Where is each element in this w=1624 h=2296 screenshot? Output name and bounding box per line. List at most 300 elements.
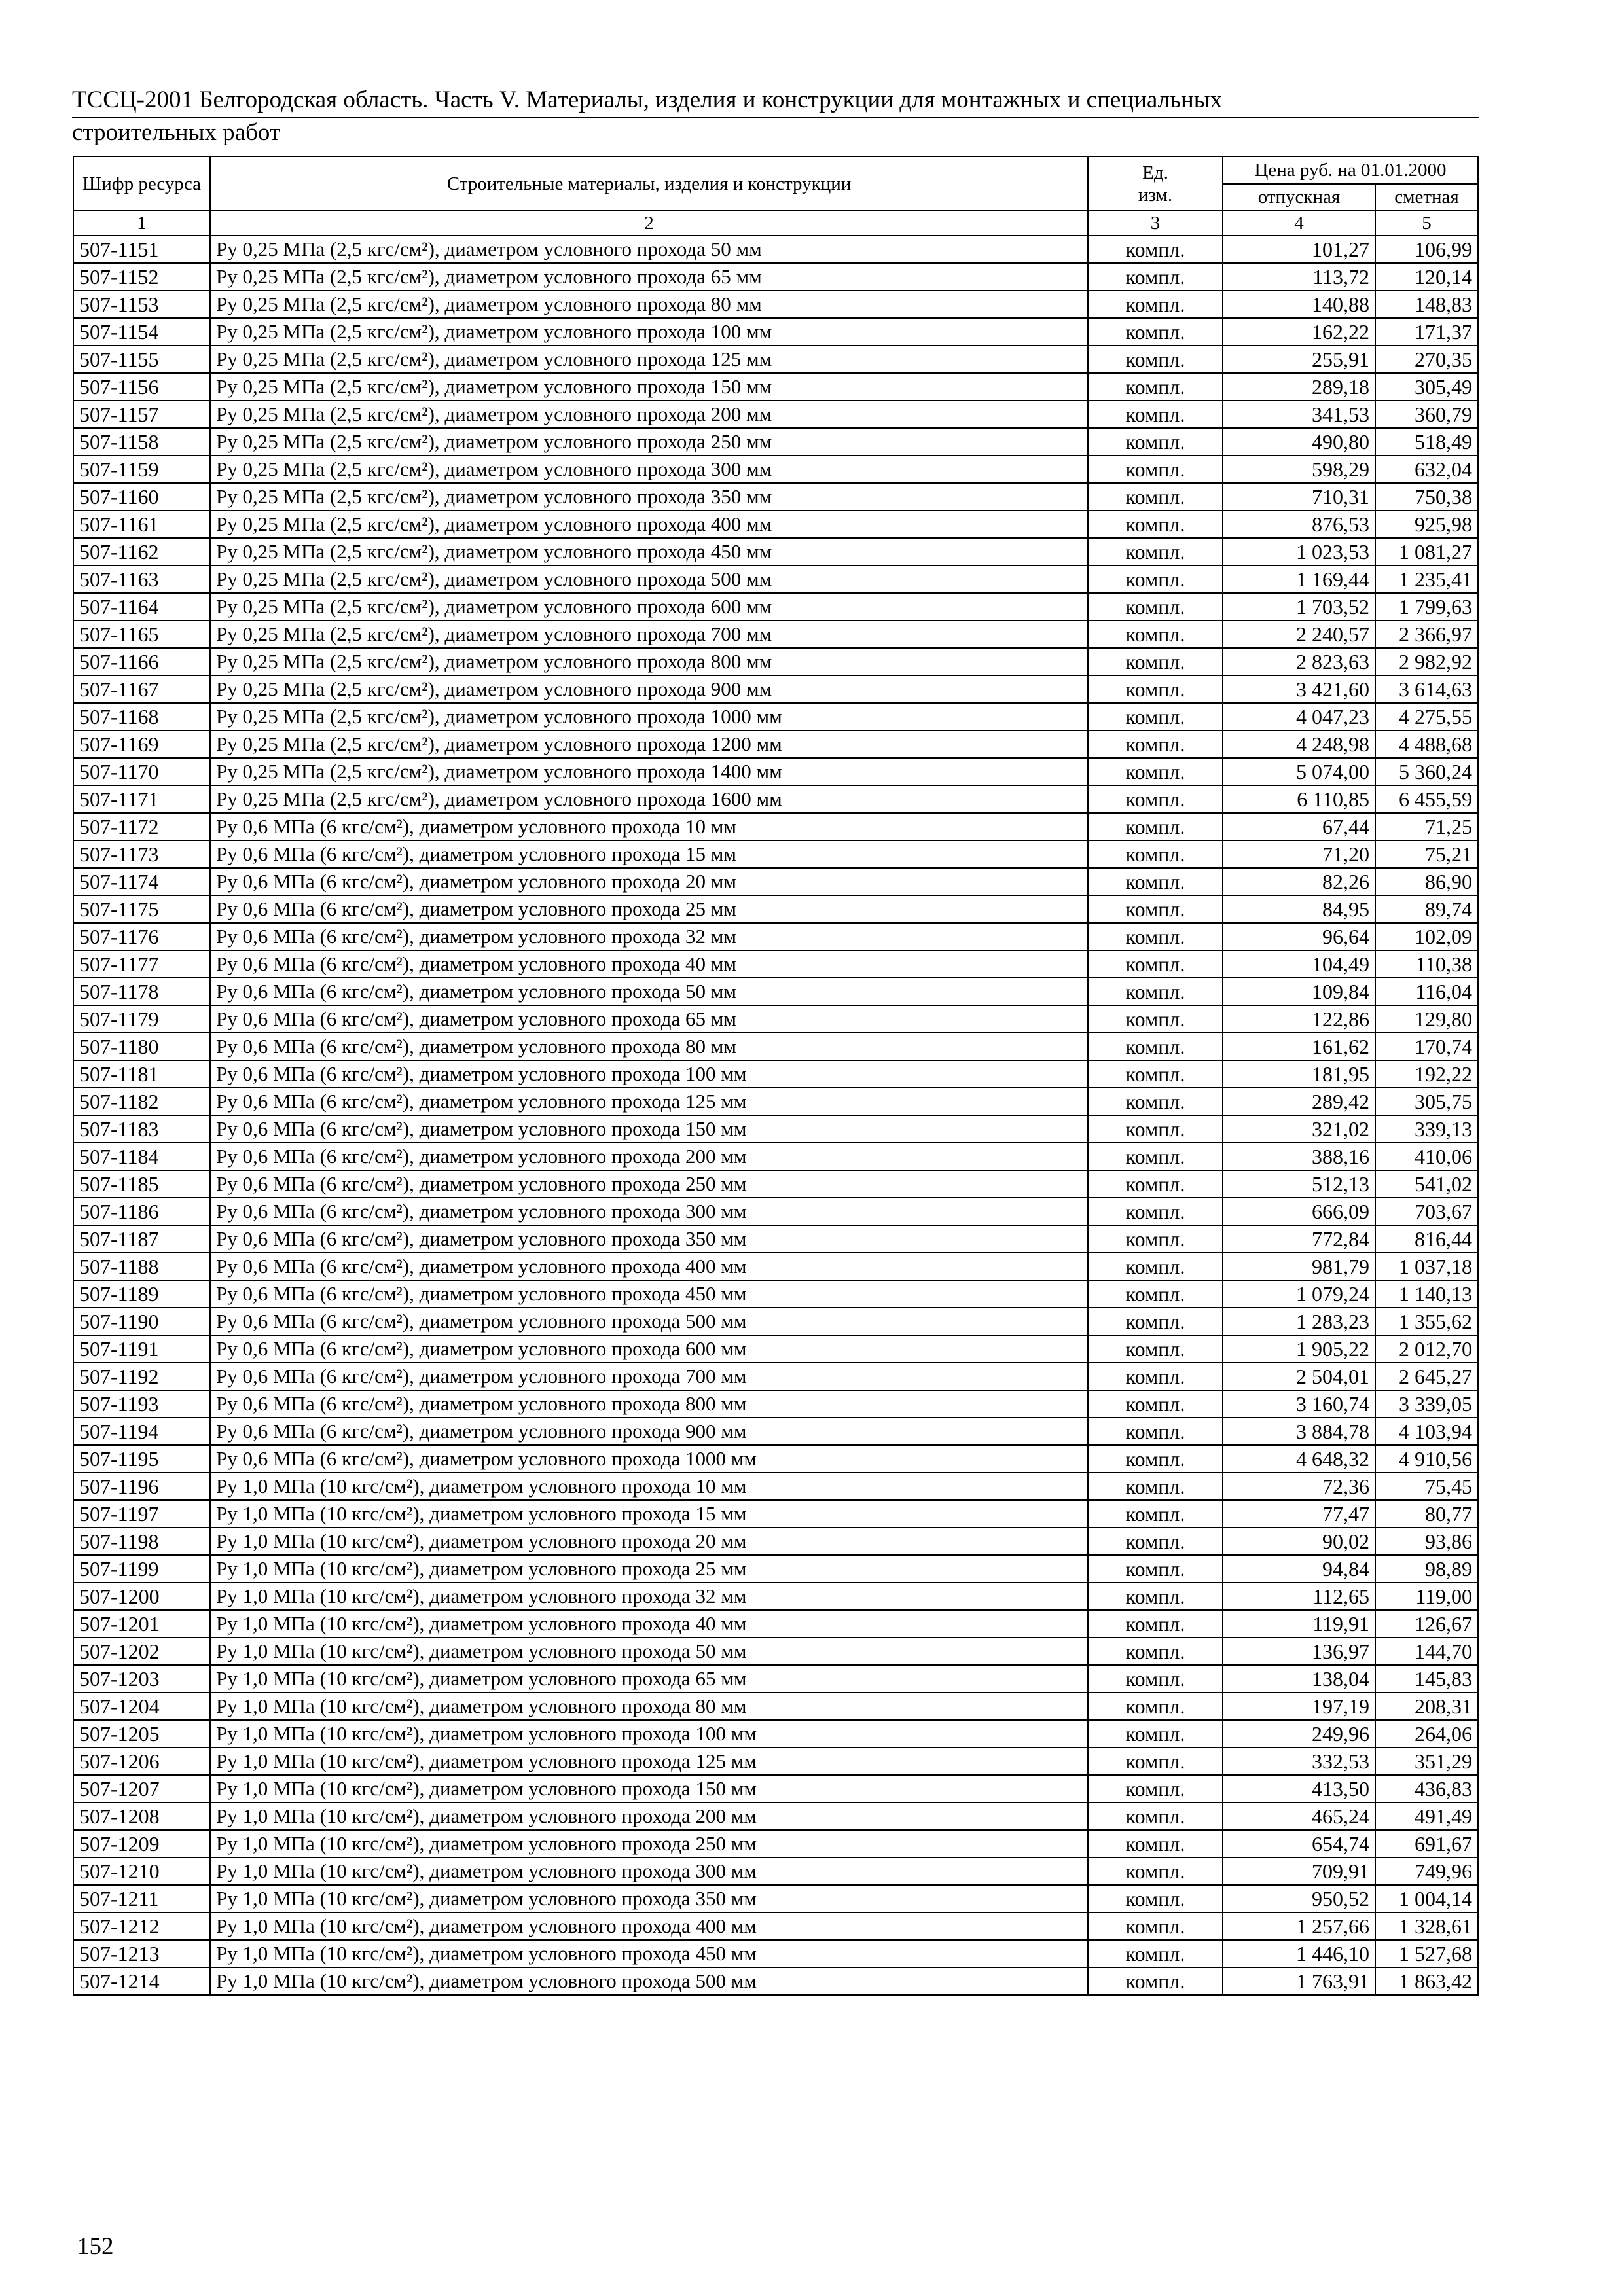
cell-code: 507-1196 [73, 1473, 210, 1500]
cell-price-estimate: 148,83 [1375, 291, 1478, 318]
cell-unit: компл. [1088, 1143, 1223, 1170]
cell-unit: компл. [1088, 373, 1223, 401]
table-row [73, 1912, 1478, 1940]
cell-price-release: 2 823,63 [1223, 648, 1375, 675]
cell-unit: компл. [1088, 730, 1223, 758]
cell-price-release: 1 079,24 [1223, 1280, 1375, 1308]
cell-price-estimate: 86,90 [1375, 868, 1478, 895]
cell-price-release: 181,95 [1223, 1060, 1375, 1088]
table-row [73, 1390, 1478, 1418]
cell-code: 507-1209 [73, 1830, 210, 1857]
cell-description: Ру 1,0 МПа (10 кгс/см²), диаметром условного прохода 125 мм [210, 1748, 1088, 1775]
table-row [73, 428, 1478, 456]
cell-price-release: 289,18 [1223, 373, 1375, 401]
cell-unit: компл. [1088, 428, 1223, 456]
cell-code: 507-1177 [73, 950, 210, 978]
cell-price-estimate: 270,35 [1375, 346, 1478, 373]
cell-price-release: 162,22 [1223, 318, 1375, 346]
cell-unit: компл. [1088, 1390, 1223, 1418]
cell-description: Ру 0,25 МПа (2,5 кгс/см²), диаметром условного прохода 1000 мм [210, 703, 1088, 730]
table-row [73, 291, 1478, 318]
cell-price-release: 5 074,00 [1223, 758, 1375, 785]
table-row [73, 1115, 1478, 1143]
table-row [73, 1555, 1478, 1583]
table-row [73, 1335, 1478, 1363]
cell-code: 507-1200 [73, 1583, 210, 1610]
cell-price-release: 104,49 [1223, 950, 1375, 978]
cell-unit: компл. [1088, 401, 1223, 428]
table-row [73, 373, 1478, 401]
table-row [73, 1610, 1478, 1638]
table-row [73, 401, 1478, 428]
cell-price-estimate: 3 614,63 [1375, 675, 1478, 703]
table-row [73, 1967, 1478, 1995]
table-row [73, 565, 1478, 593]
cell-code: 507-1199 [73, 1555, 210, 1583]
cell-price-release: 666,09 [1223, 1198, 1375, 1225]
cell-description: Ру 1,0 МПа (10 кгс/см²), диаметром условного прохода 300 мм [210, 1857, 1088, 1885]
cell-code: 507-1163 [73, 565, 210, 593]
cell-price-release: 4 648,32 [1223, 1445, 1375, 1473]
cell-price-estimate: 360,79 [1375, 401, 1478, 428]
cell-unit: компл. [1088, 1033, 1223, 1060]
cell-description: Ру 0,25 МПа (2,5 кгс/см²), диаметром условного прохода 50 мм [210, 236, 1088, 263]
cell-price-estimate: 410,06 [1375, 1143, 1478, 1170]
cell-unit: компл. [1088, 1748, 1223, 1775]
cell-code: 507-1156 [73, 373, 210, 401]
table-row [73, 511, 1478, 538]
cell-unit: компл. [1088, 1088, 1223, 1115]
cell-unit: компл. [1088, 1775, 1223, 1803]
table-row [73, 1720, 1478, 1748]
cell-code: 507-1205 [73, 1720, 210, 1748]
cell-description: Ру 0,25 МПа (2,5 кгс/см²), диаметром условного прохода 65 мм [210, 263, 1088, 291]
table-row [73, 648, 1478, 675]
cell-code: 507-1155 [73, 346, 210, 373]
cell-code: 507-1167 [73, 675, 210, 703]
col-number: 1 [73, 211, 210, 236]
cell-price-release: 1 763,91 [1223, 1967, 1375, 1995]
table-row [73, 1033, 1478, 1060]
cell-code: 507-1153 [73, 291, 210, 318]
cell-price-release: 512,13 [1223, 1170, 1375, 1198]
cell-unit: компл. [1088, 291, 1223, 318]
cell-code: 507-1185 [73, 1170, 210, 1198]
cell-unit: компл. [1088, 1500, 1223, 1528]
table-row [73, 1143, 1478, 1170]
cell-description: Ру 0,6 МПа (6 кгс/см²), диаметром условного прохода 150 мм [210, 1115, 1088, 1143]
cell-description: Ру 0,25 МПа (2,5 кгс/см²), диаметром условного прохода 450 мм [210, 538, 1088, 565]
cell-unit: компл. [1088, 1005, 1223, 1033]
cell-unit: компл. [1088, 1253, 1223, 1280]
cell-description: Ру 0,6 МПа (6 кгс/см²), диаметром условного прохода 20 мм [210, 868, 1088, 895]
cell-unit: компл. [1088, 1225, 1223, 1253]
table-row [73, 1225, 1478, 1253]
col-header-unit: Ед. изм. [1088, 156, 1223, 211]
table-row [73, 1253, 1478, 1280]
col-header-code: Шифр ресурса [73, 156, 210, 211]
cell-code: 507-1166 [73, 648, 210, 675]
cell-unit: компл. [1088, 236, 1223, 263]
cell-description: Ру 1,0 МПа (10 кгс/см²), диаметром условного прохода 150 мм [210, 1775, 1088, 1803]
cell-price-release: 3 160,74 [1223, 1390, 1375, 1418]
cell-price-release: 981,79 [1223, 1253, 1375, 1280]
cell-unit: компл. [1088, 1638, 1223, 1665]
table-row [73, 236, 1478, 263]
cell-unit: компл. [1088, 1473, 1223, 1500]
cell-price-release: 598,29 [1223, 456, 1375, 483]
table-row [73, 978, 1478, 1005]
cell-description: Ру 0,6 МПа (6 кгс/см²), диаметром условного прохода 10 мм [210, 813, 1088, 840]
cell-unit: компл. [1088, 263, 1223, 291]
cell-code: 507-1212 [73, 1912, 210, 1940]
cell-unit: компл. [1088, 703, 1223, 730]
cell-description: Ру 0,25 МПа (2,5 кгс/см²), диаметром условного прохода 250 мм [210, 428, 1088, 456]
table-row [73, 1005, 1478, 1033]
cell-description: Ру 0,25 МПа (2,5 кгс/см²), диаметром условного прохода 500 мм [210, 565, 1088, 593]
cell-price-release: 413,50 [1223, 1775, 1375, 1803]
cell-description: Ру 1,0 МПа (10 кгс/см²), диаметром условного прохода 25 мм [210, 1555, 1088, 1583]
cell-code: 507-1202 [73, 1638, 210, 1665]
cell-price-estimate: 119,00 [1375, 1583, 1478, 1610]
cell-price-estimate: 98,89 [1375, 1555, 1478, 1583]
col-number: 4 [1223, 211, 1375, 236]
cell-price-estimate: 75,45 [1375, 1473, 1478, 1500]
cell-price-release: 122,86 [1223, 1005, 1375, 1033]
table-row [73, 1088, 1478, 1115]
cell-unit: компл. [1088, 785, 1223, 813]
cell-price-estimate: 4 488,68 [1375, 730, 1478, 758]
cell-code: 507-1190 [73, 1308, 210, 1335]
cell-price-release: 255,91 [1223, 346, 1375, 373]
table-row [73, 703, 1478, 730]
col-header-price: Цена руб. на 01.01.2000 [1223, 156, 1478, 184]
cell-price-estimate: 2 645,27 [1375, 1363, 1478, 1390]
cell-price-estimate: 816,44 [1375, 1225, 1478, 1253]
cell-description: Ру 1,0 МПа (10 кгс/см²), диаметром условного прохода 450 мм [210, 1940, 1088, 1967]
table-row [73, 1830, 1478, 1857]
cell-price-estimate: 1 527,68 [1375, 1940, 1478, 1967]
price-table [73, 156, 1479, 1996]
cell-price-estimate: 171,37 [1375, 318, 1478, 346]
cell-code: 507-1173 [73, 840, 210, 868]
cell-unit: компл. [1088, 1610, 1223, 1638]
col-number: 5 [1375, 211, 1478, 236]
cell-description: Ру 0,25 МПа (2,5 кгс/см²), диаметром условного прохода 600 мм [210, 593, 1088, 620]
cell-price-release: 2 504,01 [1223, 1363, 1375, 1390]
cell-code: 507-1197 [73, 1500, 210, 1528]
cell-price-release: 138,04 [1223, 1665, 1375, 1693]
cell-code: 507-1184 [73, 1143, 210, 1170]
cell-price-estimate: 750,38 [1375, 483, 1478, 511]
cell-unit: компл. [1088, 483, 1223, 511]
cell-unit: компл. [1088, 978, 1223, 1005]
cell-description: Ру 0,25 МПа (2,5 кгс/см²), диаметром условного прохода 700 мм [210, 620, 1088, 648]
table-row [73, 1803, 1478, 1830]
col-header-name: Строительные материалы, изделия и конструкции [210, 156, 1088, 211]
table-row [73, 1775, 1478, 1803]
cell-code: 507-1193 [73, 1390, 210, 1418]
cell-unit: компл. [1088, 950, 1223, 978]
cell-price-release: 289,42 [1223, 1088, 1375, 1115]
cell-description: Ру 0,25 МПа (2,5 кгс/см²), диаметром условного прохода 1600 мм [210, 785, 1088, 813]
cell-code: 507-1168 [73, 703, 210, 730]
cell-code: 507-1201 [73, 1610, 210, 1638]
table-row [73, 813, 1478, 840]
table-row [73, 1445, 1478, 1473]
cell-price-estimate: 192,22 [1375, 1060, 1478, 1088]
cell-description: Ру 0,25 МПа (2,5 кгс/см²), диаметром условного прохода 150 мм [210, 373, 1088, 401]
cell-description: Ру 1,0 МПа (10 кгс/см²), диаметром условного прохода 15 мм [210, 1500, 1088, 1528]
table-row [73, 868, 1478, 895]
cell-price-estimate: 541,02 [1375, 1170, 1478, 1198]
cell-code: 507-1207 [73, 1775, 210, 1803]
cell-price-estimate: 1 004,14 [1375, 1885, 1478, 1912]
cell-price-estimate: 93,86 [1375, 1528, 1478, 1555]
cell-price-release: 709,91 [1223, 1857, 1375, 1885]
cell-price-estimate: 1 081,27 [1375, 538, 1478, 565]
cell-price-release: 101,27 [1223, 236, 1375, 263]
cell-price-release: 1 169,44 [1223, 565, 1375, 593]
cell-unit: компл. [1088, 675, 1223, 703]
cell-code: 507-1175 [73, 895, 210, 923]
table-row [73, 758, 1478, 785]
cell-code: 507-1169 [73, 730, 210, 758]
cell-unit: компл. [1088, 840, 1223, 868]
table-row [73, 620, 1478, 648]
cell-price-estimate: 2 366,97 [1375, 620, 1478, 648]
cell-price-release: 1 446,10 [1223, 1940, 1375, 1967]
table-row [73, 1170, 1478, 1198]
cell-code: 507-1178 [73, 978, 210, 1005]
table-row [73, 1693, 1478, 1720]
page-number: 152 [77, 2233, 114, 2260]
cell-description: Ру 1,0 МПа (10 кгс/см²), диаметром условного прохода 32 мм [210, 1583, 1088, 1610]
cell-price-release: 112,65 [1223, 1583, 1375, 1610]
cell-unit: компл. [1088, 1803, 1223, 1830]
header-title-line2: строительных работ [72, 119, 281, 146]
cell-unit: компл. [1088, 318, 1223, 346]
table-row [73, 923, 1478, 950]
cell-unit: компл. [1088, 1555, 1223, 1583]
table-row [73, 1198, 1478, 1225]
cell-price-estimate: 208,31 [1375, 1693, 1478, 1720]
cell-price-release: 136,97 [1223, 1638, 1375, 1665]
cell-price-release: 67,44 [1223, 813, 1375, 840]
cell-unit: компл. [1088, 813, 1223, 840]
cell-code: 507-1158 [73, 428, 210, 456]
cell-description: Ру 0,6 МПа (6 кгс/см²), диаметром условного прохода 800 мм [210, 1390, 1088, 1418]
cell-price-estimate: 2 982,92 [1375, 648, 1478, 675]
cell-price-estimate: 4 275,55 [1375, 703, 1478, 730]
col-header-price-release: отпускная [1223, 184, 1375, 211]
cell-code: 507-1187 [73, 1225, 210, 1253]
table-row [73, 1583, 1478, 1610]
col-header-price-estimate: сметная [1375, 184, 1478, 211]
cell-price-release: 772,84 [1223, 1225, 1375, 1253]
cell-code: 507-1161 [73, 511, 210, 538]
cell-price-release: 4 047,23 [1223, 703, 1375, 730]
cell-price-release: 96,64 [1223, 923, 1375, 950]
cell-description: Ру 1,0 МПа (10 кгс/см²), диаметром условного прохода 200 мм [210, 1803, 1088, 1830]
cell-code: 507-1179 [73, 1005, 210, 1033]
cell-price-release: 465,24 [1223, 1803, 1375, 1830]
cell-unit: компл. [1088, 1885, 1223, 1912]
cell-price-estimate: 129,80 [1375, 1005, 1478, 1033]
cell-unit: компл. [1088, 538, 1223, 565]
cell-price-release: 4 248,98 [1223, 730, 1375, 758]
table-row [73, 1665, 1478, 1693]
cell-price-estimate: 925,98 [1375, 511, 1478, 538]
cell-description: Ру 0,6 МПа (6 кгс/см²), диаметром условного прохода 32 мм [210, 923, 1088, 950]
cell-price-release: 82,26 [1223, 868, 1375, 895]
cell-price-estimate: 102,09 [1375, 923, 1478, 950]
cell-description: Ру 0,25 МПа (2,5 кгс/см²), диаметром условного прохода 800 мм [210, 648, 1088, 675]
cell-code: 507-1170 [73, 758, 210, 785]
cell-unit: компл. [1088, 1198, 1223, 1225]
cell-price-release: 2 240,57 [1223, 620, 1375, 648]
cell-price-estimate: 518,49 [1375, 428, 1478, 456]
header-title-line1: ТССЦ-2001 Белгородская область. Часть V. Материалы, изделия и конструкции для монтажных и специальных [72, 85, 1479, 118]
cell-price-release: 77,47 [1223, 1500, 1375, 1528]
cell-description: Ру 0,25 МПа (2,5 кгс/см²), диаметром условного прохода 125 мм [210, 346, 1088, 373]
cell-unit: компл. [1088, 1418, 1223, 1445]
cell-description: Ру 1,0 МПа (10 кгс/см²), диаметром условного прохода 10 мм [210, 1473, 1088, 1500]
cell-price-estimate: 89,74 [1375, 895, 1478, 923]
cell-price-estimate: 126,67 [1375, 1610, 1478, 1638]
cell-price-estimate: 305,49 [1375, 373, 1478, 401]
page-header [72, 85, 1479, 148]
cell-unit: компл. [1088, 1967, 1223, 1995]
cell-price-estimate: 1 037,18 [1375, 1253, 1478, 1280]
cell-price-release: 119,91 [1223, 1610, 1375, 1638]
cell-unit: компл. [1088, 1363, 1223, 1390]
cell-price-release: 90,02 [1223, 1528, 1375, 1555]
cell-price-estimate: 491,49 [1375, 1803, 1478, 1830]
cell-description: Ру 0,6 МПа (6 кгс/см²), диаметром условного прохода 15 мм [210, 840, 1088, 868]
table-row [73, 730, 1478, 758]
cell-code: 507-1194 [73, 1418, 210, 1445]
cell-price-estimate: 339,13 [1375, 1115, 1478, 1143]
price-table-head [73, 156, 1478, 236]
cell-price-estimate: 1 140,13 [1375, 1280, 1478, 1308]
cell-price-release: 1 023,53 [1223, 538, 1375, 565]
table-row [73, 1748, 1478, 1775]
cell-price-release: 710,31 [1223, 483, 1375, 511]
cell-description: Ру 0,6 МПа (6 кгс/см²), диаметром условного прохода 250 мм [210, 1170, 1088, 1198]
cell-price-release: 84,95 [1223, 895, 1375, 923]
cell-description: Ру 0,6 МПа (6 кгс/см²), диаметром условного прохода 65 мм [210, 1005, 1088, 1033]
cell-price-release: 94,84 [1223, 1555, 1375, 1583]
cell-code: 507-1151 [73, 236, 210, 263]
table-row [73, 483, 1478, 511]
cell-unit: компл. [1088, 1940, 1223, 1967]
cell-price-estimate: 305,75 [1375, 1088, 1478, 1115]
cell-description: Ру 0,6 МПа (6 кгс/см²), диаметром условного прохода 900 мм [210, 1418, 1088, 1445]
cell-unit: компл. [1088, 346, 1223, 373]
cell-code: 507-1192 [73, 1363, 210, 1390]
cell-description: Ру 0,6 МПа (6 кгс/см²), диаметром условного прохода 500 мм [210, 1308, 1088, 1335]
table-row [73, 538, 1478, 565]
cell-code: 507-1189 [73, 1280, 210, 1308]
cell-description: Ру 0,6 МПа (6 кгс/см²), диаметром условного прохода 80 мм [210, 1033, 1088, 1060]
table-row [73, 840, 1478, 868]
cell-unit: компл. [1088, 1115, 1223, 1143]
cell-price-estimate: 4 103,94 [1375, 1418, 1478, 1445]
table-row [73, 1885, 1478, 1912]
cell-price-estimate: 145,83 [1375, 1665, 1478, 1693]
cell-unit: компл. [1088, 648, 1223, 675]
cell-description: Ру 1,0 МПа (10 кгс/см²), диаметром условного прохода 350 мм [210, 1885, 1088, 1912]
table-row [73, 950, 1478, 978]
cell-description: Ру 0,6 МПа (6 кгс/см²), диаметром условного прохода 125 мм [210, 1088, 1088, 1115]
cell-price-estimate: 106,99 [1375, 236, 1478, 263]
cell-price-release: 1 283,23 [1223, 1308, 1375, 1335]
cell-price-estimate: 116,04 [1375, 978, 1478, 1005]
cell-unit: компл. [1088, 1830, 1223, 1857]
cell-price-release: 321,02 [1223, 1115, 1375, 1143]
cell-description: Ру 0,25 МПа (2,5 кгс/см²), диаметром условного прохода 1400 мм [210, 758, 1088, 785]
cell-description: Ру 0,25 МПа (2,5 кгс/см²), диаметром условного прохода 400 мм [210, 511, 1088, 538]
cell-description: Ру 0,6 МПа (6 кгс/см²), диаметром условного прохода 300 мм [210, 1198, 1088, 1225]
cell-price-estimate: 75,21 [1375, 840, 1478, 868]
cell-description: Ру 1,0 МПа (10 кгс/см²), диаметром условного прохода 250 мм [210, 1830, 1088, 1857]
cell-price-estimate: 351,29 [1375, 1748, 1478, 1775]
cell-price-release: 1 703,52 [1223, 593, 1375, 620]
cell-price-estimate: 80,77 [1375, 1500, 1478, 1528]
cell-price-estimate: 703,67 [1375, 1198, 1478, 1225]
cell-code: 507-1160 [73, 483, 210, 511]
cell-code: 507-1182 [73, 1088, 210, 1115]
table-row [73, 1418, 1478, 1445]
cell-price-release: 1 905,22 [1223, 1335, 1375, 1363]
cell-price-estimate: 3 339,05 [1375, 1390, 1478, 1418]
cell-description: Ру 0,6 МПа (6 кгс/см²), диаметром условного прохода 200 мм [210, 1143, 1088, 1170]
table-row [73, 1500, 1478, 1528]
cell-code: 507-1165 [73, 620, 210, 648]
cell-description: Ру 0,25 МПа (2,5 кгс/см²), диаметром условного прохода 1200 мм [210, 730, 1088, 758]
cell-price-estimate: 1 355,62 [1375, 1308, 1478, 1335]
cell-price-release: 876,53 [1223, 511, 1375, 538]
table-row [73, 1638, 1478, 1665]
cell-code: 507-1210 [73, 1857, 210, 1885]
cell-price-estimate: 144,70 [1375, 1638, 1478, 1665]
cell-price-release: 140,88 [1223, 291, 1375, 318]
cell-description: Ру 1,0 МПа (10 кгс/см²), диаметром условного прохода 40 мм [210, 1610, 1088, 1638]
cell-code: 507-1186 [73, 1198, 210, 1225]
cell-price-release: 72,36 [1223, 1473, 1375, 1500]
cell-price-estimate: 1 328,61 [1375, 1912, 1478, 1940]
cell-unit: компл. [1088, 1528, 1223, 1555]
cell-description: Ру 0,6 МПа (6 кгс/см²), диаметром условного прохода 700 мм [210, 1363, 1088, 1390]
cell-code: 507-1181 [73, 1060, 210, 1088]
cell-description: Ру 0,25 МПа (2,5 кгс/см²), диаметром условного прохода 900 мм [210, 675, 1088, 703]
table-row [73, 1473, 1478, 1500]
cell-code: 507-1203 [73, 1665, 210, 1693]
cell-price-release: 6 110,85 [1223, 785, 1375, 813]
cell-code: 507-1172 [73, 813, 210, 840]
col-number: 3 [1088, 211, 1223, 236]
cell-price-estimate: 264,06 [1375, 1720, 1478, 1748]
cell-price-release: 388,16 [1223, 1143, 1375, 1170]
cell-unit: компл. [1088, 1665, 1223, 1693]
cell-code: 507-1213 [73, 1940, 210, 1967]
cell-price-release: 113,72 [1223, 263, 1375, 291]
cell-unit: компл. [1088, 565, 1223, 593]
cell-price-estimate: 110,38 [1375, 950, 1478, 978]
cell-price-release: 249,96 [1223, 1720, 1375, 1748]
cell-description: Ру 1,0 МПа (10 кгс/см²), диаметром условного прохода 80 мм [210, 1693, 1088, 1720]
